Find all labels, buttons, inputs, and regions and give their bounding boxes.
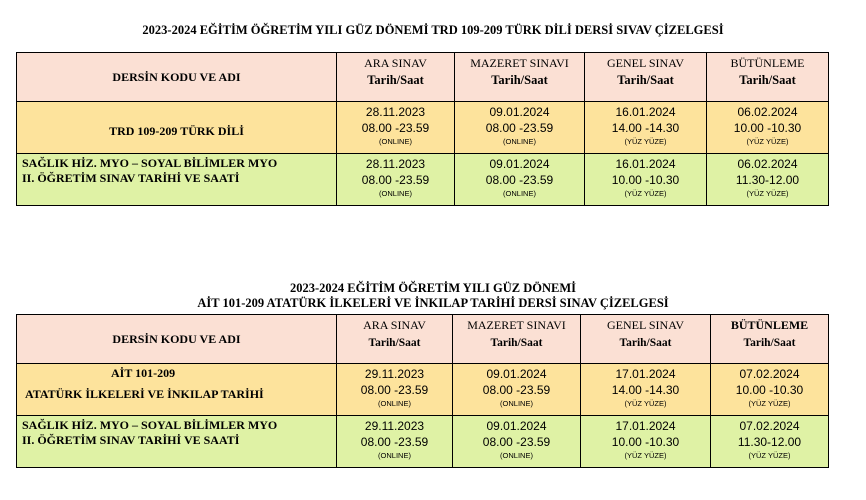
table-row (17, 416, 829, 468)
course-name-cell: SAĞLIK HİZ. MYO – SOYAL BİLİMLER MYO II. ÖĞRETİM SINAV TARİHİ VE SAATİ (17, 416, 337, 468)
exam-cell: 06.02.2024 11.30-12.00 (YÜZ YÜZE) (707, 154, 829, 206)
exam-cell: 06.02.2024 10.00 -10.30 (YÜZ YÜZE) (707, 102, 829, 154)
table2-title-line2: AİT 101-209 ATATÜRK İLKELERİ VE İNKILAP TARİHİ DERSİ SINAV ÇİZELGESİ (197, 296, 669, 310)
course-name-cell: AİT 101-209 ATATÜRK İLKELERİ VE İNKILAP TARİHİ (17, 364, 337, 416)
exam-cell: 29.11.2023 08.00 -23.59 (ONLINE) (337, 416, 453, 468)
header-mazeret-sinavi: MAZERET SINAVI Tarih/Saat (453, 315, 581, 364)
header-genel-sinav: GENEL SINAV Tarih/Saat (581, 315, 711, 364)
header-mazeret-sinavi: MAZERET SINAVI Tarih/Saat (455, 53, 585, 102)
exam-cell: 16.01.2024 10.00 -10.30 (YÜZ YÜZE) (585, 154, 707, 206)
header-butunleme: BÜTÜNLEME Tarih/Saat (707, 53, 829, 102)
header-ara-sinav: ARA SINAV Tarih/Saat (337, 53, 455, 102)
header-row (17, 315, 829, 364)
table1-title: 2023-2024 EĞİTİM ÖĞRETİM YILI GÜZ DÖNEMİ TRD 109-209 TÜRK DİLİ DERSİ SIVAV ÇİZELGESİ (142, 23, 724, 37)
exam-schedule-table-1 (16, 52, 828, 206)
header-butunleme: BÜTÜNLEME Tarih/Saat (711, 315, 829, 364)
exam-cell: 07.02.2024 10.00 -10.30 (YÜZ YÜZE) (711, 364, 829, 416)
table2-title-line1: 2023-2024 EĞİTİM ÖĞRETİM YILI GÜZ DÖNEMİ (289, 281, 577, 295)
exam-cell: 07.02.2024 11.30-12.00 (YÜZ YÜZE) (711, 416, 829, 468)
exam-cell: 09.01.2024 08.00 -23.59 (ONLINE) (453, 364, 581, 416)
table-row (17, 154, 829, 206)
header-genel-sinav: GENEL SINAV Tarih/Saat (585, 53, 707, 102)
table-row (17, 102, 829, 154)
header-course-name: DERSİN KODU VE ADI (17, 53, 337, 102)
exam-cell: 28.11.2023 08.00 -23.59 (ONLINE) (337, 154, 455, 206)
exam-cell: 17.01.2024 10.00 -10.30 (YÜZ YÜZE) (581, 416, 711, 468)
table-row (17, 364, 829, 416)
exam-cell: 09.01.2024 08.00 -23.59 (ONLINE) (455, 102, 585, 154)
header-row (17, 53, 829, 102)
exam-cell: 28.11.2023 08.00 -23.59 (ONLINE) (337, 102, 455, 154)
exam-cell: 09.01.2024 08.00 -23.59 (ONLINE) (453, 416, 581, 468)
exam-cell: 29.11.2023 08.00 -23.59 (ONLINE) (337, 364, 453, 416)
course-name-cell: SAĞLIK HİZ. MYO – SOYAL BİLİMLER MYO II. ÖĞRETİM SINAV TARİHİ VE SAATİ (17, 154, 337, 206)
header-ara-sinav: ARA SINAV Tarih/Saat (337, 315, 453, 364)
course-name-cell: TRD 109-209 TÜRK DİLİ (17, 102, 337, 154)
exam-cell: 16.01.2024 14.00 -14.30 (YÜZ YÜZE) (585, 102, 707, 154)
header-course-name: DERSİN KODU VE ADI (17, 315, 337, 364)
exam-cell: 09.01.2024 08.00 -23.59 (ONLINE) (455, 154, 585, 206)
exam-cell: 17.01.2024 14.00 -14.30 (YÜZ YÜZE) (581, 364, 711, 416)
exam-schedule-table-2 (16, 314, 828, 468)
